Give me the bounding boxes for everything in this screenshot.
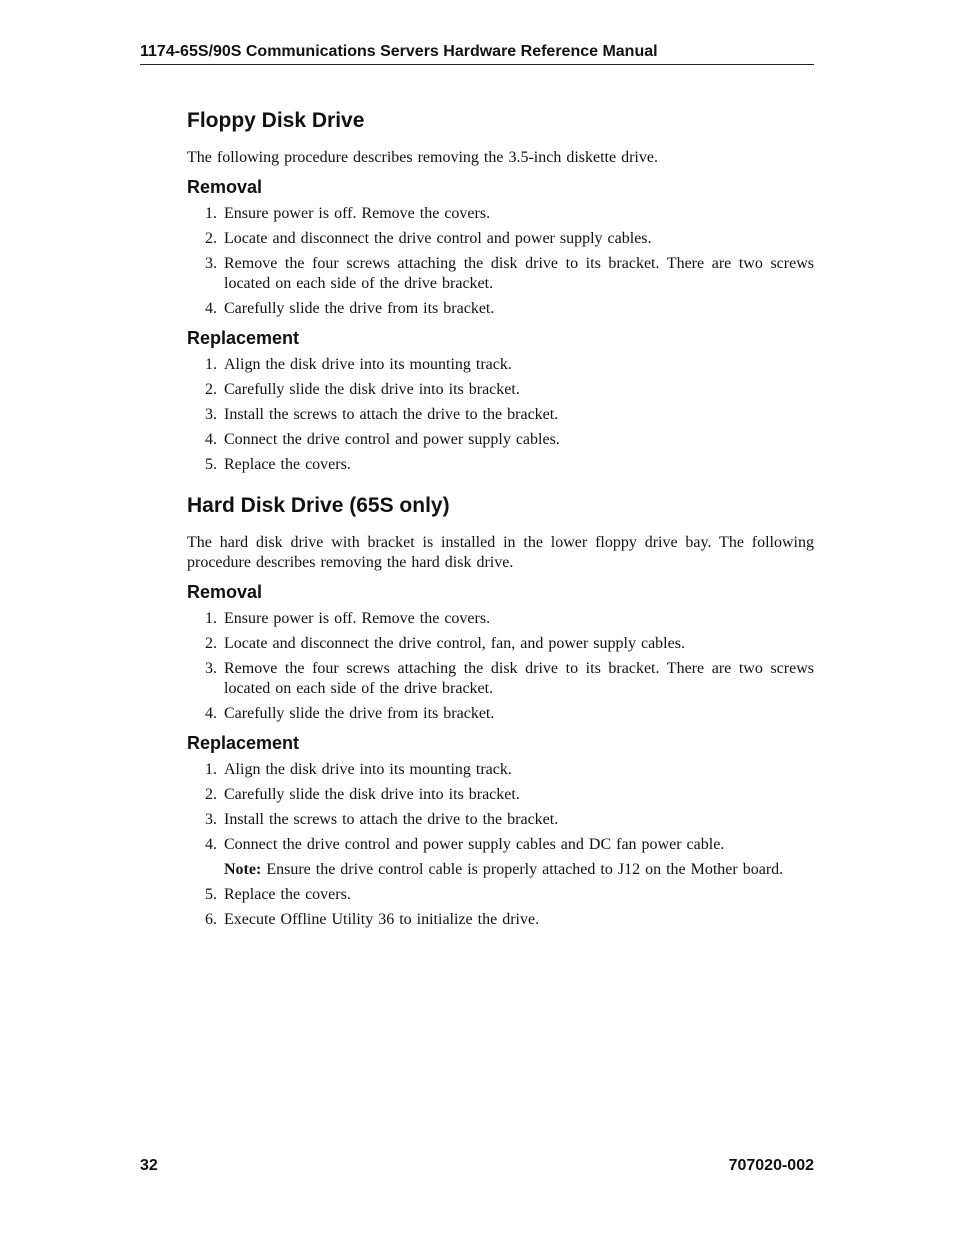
- step-text: Replace the covers.: [224, 886, 351, 903]
- list-item: [187, 634, 814, 654]
- step-text: Carefully slide the disk drive into its bracket.: [224, 381, 520, 398]
- running-header-title: 1174-65S/90S Communications Servers Hardware Reference Manual: [140, 43, 814, 65]
- list-item: [187, 910, 814, 930]
- step-text: Ensure power is off. Remove the covers.: [224, 610, 491, 627]
- list-item: [187, 760, 814, 780]
- list-item: [187, 785, 814, 805]
- list-item: [187, 704, 814, 724]
- section-intro-floppy: The following procedure describes removing the 3.5-inch diskette drive.: [187, 149, 658, 166]
- step-text: Carefully slide the drive from its bracket.: [224, 300, 495, 317]
- list-item: [187, 229, 814, 249]
- step-text: Align the disk drive into its mounting track.: [224, 356, 512, 373]
- replacement-steps-hard-disk: [187, 760, 814, 855]
- section-intro-hard-disk: The hard disk drive with bracket is installed in the lower floppy drive bay. The following procedure describes removing the hard disk drive.: [187, 534, 814, 571]
- subheading-removal: Removal: [187, 177, 263, 197]
- list-item: [187, 204, 814, 224]
- list-item: [187, 299, 814, 319]
- removal-steps-floppy: [187, 204, 814, 319]
- step-number: 5.: [205, 886, 217, 903]
- note-text: Ensure the drive control cable is properly attached to J12 on the Mother board.: [261, 861, 784, 878]
- step-number: 3.: [205, 255, 217, 272]
- step-number: 4.: [205, 431, 217, 448]
- list-item: [187, 810, 814, 830]
- list-item: [187, 430, 814, 450]
- step-text: Ensure power is off. Remove the covers.: [224, 205, 491, 222]
- step-number: 4.: [205, 836, 217, 853]
- step-text: Locate and disconnect the drive control and power supply cables.: [224, 230, 652, 247]
- step-number: 1.: [205, 356, 217, 373]
- list-item: [187, 609, 814, 629]
- subheading-removal: Removal: [187, 582, 263, 602]
- step-text: Remove the four screws attaching the disk drive to its bracket. There are two screws located on each side of the drive bracket.: [224, 660, 814, 697]
- list-item: [187, 835, 814, 855]
- list-item: [187, 405, 814, 425]
- note-label: Note:: [224, 861, 262, 878]
- page-content: [187, 108, 814, 935]
- step-text: Align the disk drive into its mounting track.: [224, 761, 512, 778]
- step-number: 2.: [205, 381, 217, 398]
- step-text: Connect the drive control and power supply cables and DC fan power cable.: [224, 836, 725, 853]
- step-text: Remove the four screws attaching the disk drive to its bracket. There are two screws located on each side of the drive bracket.: [224, 255, 814, 292]
- step-number: 1.: [205, 610, 217, 627]
- list-item: [187, 659, 814, 699]
- step-number: 2.: [205, 230, 217, 247]
- replacement-steps-hard-disk-continued: [187, 885, 814, 930]
- step-text: Execute Offline Utility 36 to initialize the drive.: [224, 911, 540, 928]
- step-number: 3.: [205, 660, 217, 677]
- step-number: 5.: [205, 456, 217, 473]
- step-number: 1.: [205, 761, 217, 778]
- page-number: 32: [140, 1157, 158, 1174]
- step-text: Replace the covers.: [224, 456, 351, 473]
- document-number: 707020-002: [728, 1157, 814, 1174]
- step-text: Connect the drive control and power supply cables.: [224, 431, 560, 448]
- subheading-replacement: Replacement: [187, 733, 300, 753]
- note-block: [187, 860, 814, 880]
- step-number: 2.: [205, 635, 217, 652]
- section-title-floppy: Floppy Disk Drive: [187, 109, 365, 132]
- step-text: Install the screws to attach the drive to the bracket.: [224, 406, 559, 423]
- list-item: [187, 254, 814, 294]
- step-text: Locate and disconnect the drive control, fan, and power supply cables.: [224, 635, 685, 652]
- list-item: [187, 355, 814, 375]
- removal-steps-hard-disk: [187, 609, 814, 724]
- list-item: [187, 455, 814, 475]
- replacement-steps-floppy: [187, 355, 814, 475]
- step-number: 2.: [205, 786, 217, 803]
- section-title-hard-disk: Hard Disk Drive (65S only): [187, 494, 450, 517]
- step-number: 3.: [205, 406, 217, 423]
- step-number: 6.: [205, 911, 217, 928]
- subheading-replacement: Replacement: [187, 328, 300, 348]
- step-text: Carefully slide the disk drive into its bracket.: [224, 786, 520, 803]
- list-item: [187, 885, 814, 905]
- step-number: 3.: [205, 811, 217, 828]
- step-text: Install the screws to attach the drive to the bracket.: [224, 811, 559, 828]
- list-item: [187, 380, 814, 400]
- step-number: 1.: [205, 205, 217, 222]
- step-text: Carefully slide the drive from its bracket.: [224, 705, 495, 722]
- step-number: 4.: [205, 300, 217, 317]
- step-number: 4.: [205, 705, 217, 722]
